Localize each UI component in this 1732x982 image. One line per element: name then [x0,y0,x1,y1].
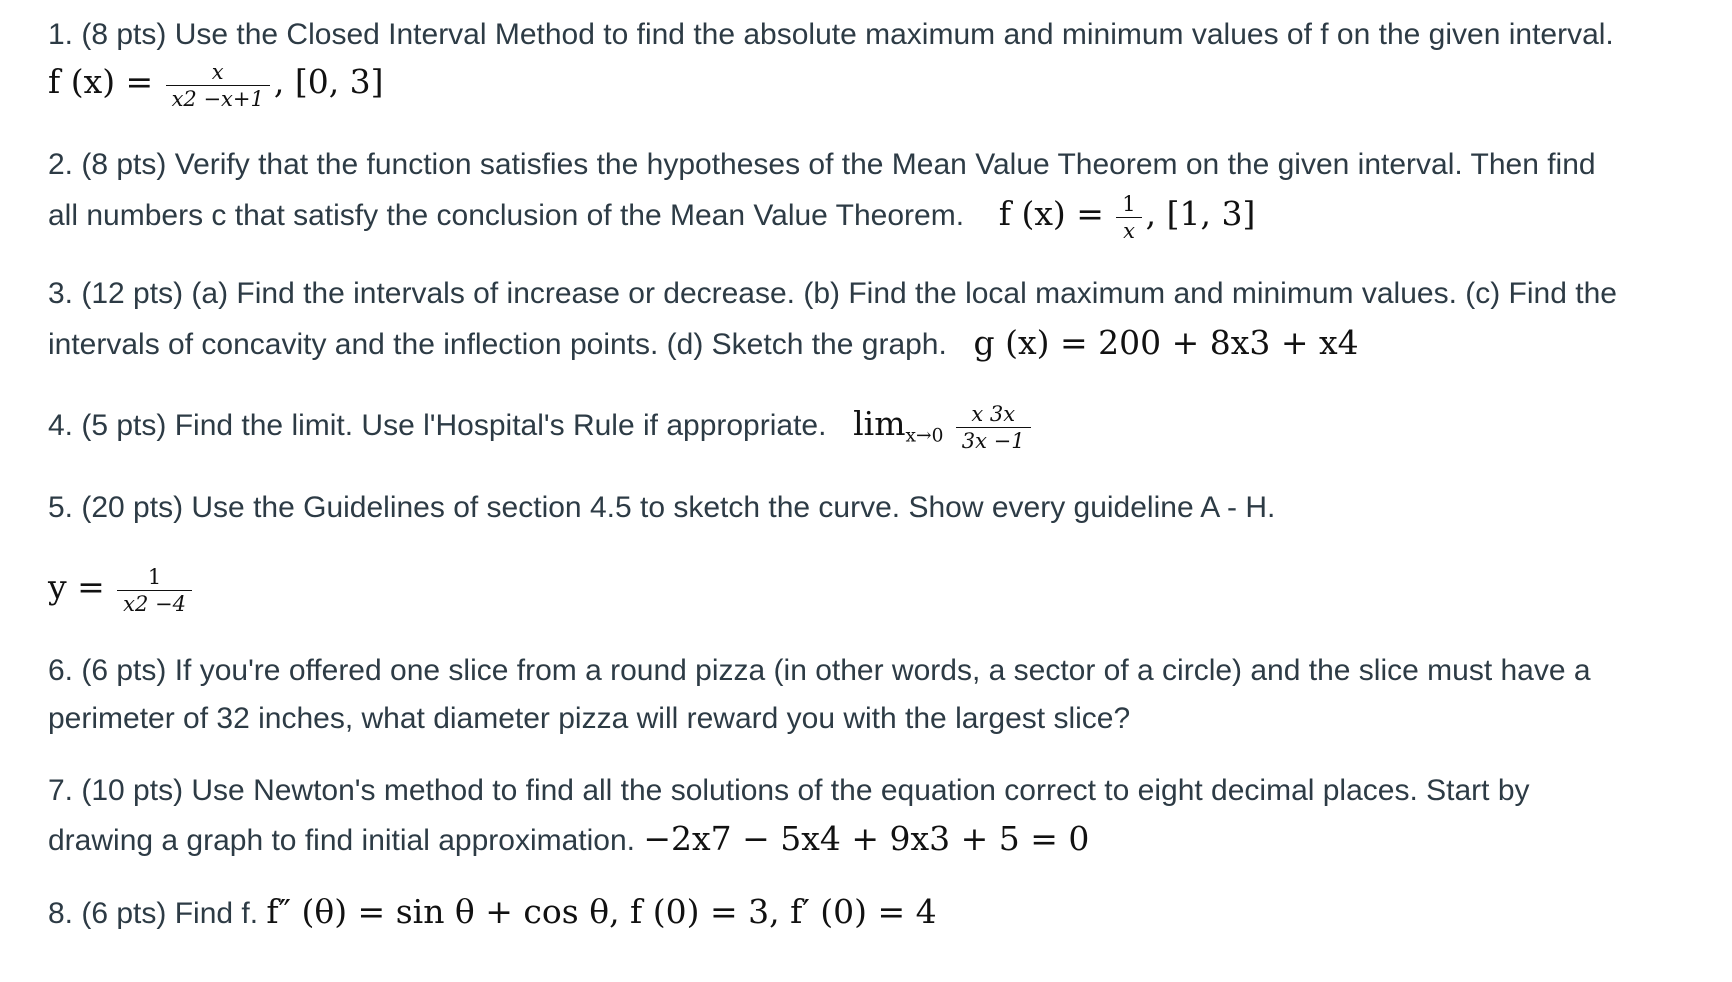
problem-2-line-1: 2. (8 pts) Verify that the function satisfies the hypotheses of the Mean Value Theorem on the given interval. Then find [48,148,1596,181]
problem-4-fraction [956,402,1031,453]
problem-1-math-lhs: f (x) = [48,62,154,101]
problem-3-line-1: 3. (12 pts) (a) Find the intervals of increase or decrease. (b) Find the local maximum and minimum values. (c) Find the [48,277,1617,310]
problem-6-line-1: 6. (6 pts) If you're offered one slice from a round pizza (in other words, a sector of a circle) and the slice must have a [48,654,1591,687]
problem-8 [48,888,1698,938]
problem-1-math [48,58,1698,111]
problem-5-denominator: x2 −4 [117,590,192,616]
problem-2-line-2: all numbers c that satisfy the conclusion of the Mean Value Theorem. [48,199,965,232]
problem-5-numerator: 1 [147,564,162,589]
problem-4-numerator: x 3x [971,401,1016,426]
problem-8-math: f″ (θ) = sin θ + cos θ, f (0) = 3, f′ (0) = 4 [266,892,937,931]
problem-7-line-1: 7. (10 pts) Use Newton's method to find all the solutions of the equation correct to eight decimal places. Start by [48,774,1530,807]
problem-5-fraction [117,565,192,616]
problem-4 [48,400,1698,453]
problem-4-denominator: 3x −1 [956,427,1031,453]
problem-1 [48,11,1698,59]
problem-1-denominator: x2 −x+1 [166,85,270,111]
problem-5-math-lhs: y = [48,567,105,606]
problem-2 [48,141,1698,189]
problem-5-text: 5. (20 pts) Use the Guidelines of section 4.5 to sketch the curve. Show every guideline A - H. [48,491,1276,524]
problem-2-line-2-row [48,190,1698,243]
problem-2-interval: , [1, 3] [1145,194,1256,233]
problem-6-line-2: perimeter of 32 inches, what diameter pizza will reward you with the largest slice? [48,702,1131,735]
problem-1-text: 1. (8 pts) Use the Closed Interval Method to find the absolute maximum and minimum values of f on the given interval. [48,18,1614,51]
problem-3-line-2: intervals of concavity and the inflection points. (d) Sketch the graph. [48,328,947,361]
problem-6 [48,647,1698,695]
problem-7-line-2: drawing a graph to find initial approximation. [48,824,636,857]
problem-1-numerator: x [211,59,224,84]
problem-2-numerator: 1 [1122,191,1136,216]
problem-8-text: 8. (6 pts) Find f. [48,897,259,930]
problem-2-denominator: x [1116,217,1141,243]
problem-7-line-2-row [48,815,1698,865]
problem-2-math-lhs: f (x) = [998,194,1104,233]
problem-3-math: g (x) = 200 + 8x3 + x4 [973,323,1359,362]
problem-7-math: −2x7 − 5x4 + 9x3 + 5 = 0 [643,819,1090,858]
problem-2-fraction [1116,192,1141,243]
problem-5 [48,484,1698,532]
problem-5-math [48,563,1698,616]
problem-4-lim-sub: x→0 [905,425,944,447]
problem-7 [48,767,1698,815]
problem-6-line-2-row [48,695,1698,743]
problem-3 [48,270,1698,318]
problem-1-fraction [166,60,270,111]
problem-4-text: 4. (5 pts) Find the limit. Use l'Hospital's Rule if appropriate. [48,409,827,442]
problem-1-interval: , [0, 3] [273,62,384,101]
problem-3-line-2-row [48,319,1698,369]
problem-4-lim: lim [853,404,906,443]
